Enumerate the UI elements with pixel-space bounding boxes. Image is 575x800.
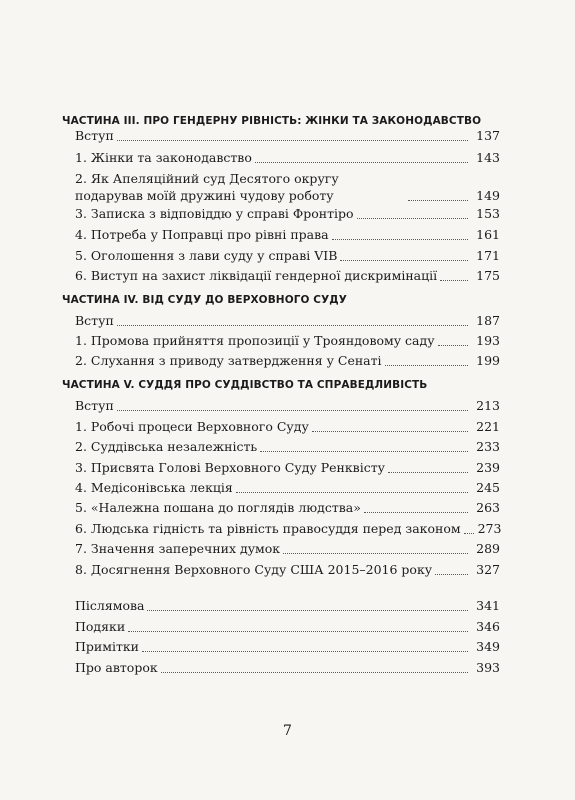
dot-leader — [117, 140, 468, 141]
dot-leader — [435, 574, 468, 575]
part-4-heading: ЧАСТИНА IV. ВІД СУДУ ДО ВЕРХОВНОГО СУДУ — [62, 294, 347, 306]
toc-entry-page: 346 — [476, 619, 500, 634]
toc-entry — [75, 500, 500, 516]
toc-entry-page: 161 — [476, 227, 500, 242]
toc-entry-title: Вступ — [75, 128, 114, 143]
toc-entry-page: 153 — [476, 206, 500, 221]
toc-entry-title: 1. Жінки та законодавство — [75, 150, 252, 165]
toc-entry — [75, 313, 500, 329]
dot-leader — [117, 325, 468, 326]
dot-leader — [388, 472, 468, 473]
toc-entry — [75, 460, 500, 476]
toc-entry — [75, 227, 500, 243]
toc-entry — [75, 268, 500, 284]
toc-entry-title: 7. Значення заперечних думок — [75, 541, 281, 556]
dot-leader — [255, 162, 468, 163]
toc-entry-page: 171 — [476, 248, 500, 263]
toc-entry-title: Вступ — [75, 313, 114, 328]
toc-entry-title: 5. «Належна пошана до поглядів людства» — [75, 500, 361, 515]
toc-entry-title: 8. Досягнення Верховного Суду США 2015–2016 року — [75, 562, 433, 577]
dot-leader — [161, 672, 468, 673]
toc-entry — [75, 248, 500, 264]
toc-entry-page: 149 — [476, 188, 500, 203]
toc-entry-page: 233 — [476, 439, 500, 454]
toc-entry-page: 175 — [476, 268, 500, 283]
toc-entry — [75, 398, 500, 414]
part-3-heading: ЧАСТИНА III. ПРО ГЕНДЕРНУ РІВНІСТЬ: ЖІНКИ ТА ЗАКОНОДАВСТВО — [62, 115, 482, 127]
dot-leader — [385, 365, 468, 366]
dot-leader — [364, 512, 468, 513]
toc-entry-title: Післямова — [75, 598, 145, 613]
toc-entry-title: 5. Оголошення з лави суду у справі VIB — [75, 248, 338, 263]
toc-entry-title: 1. Робочі процеси Верховного Суду — [75, 419, 309, 434]
dot-leader — [312, 431, 468, 432]
toc-entry — [75, 521, 500, 537]
dot-leader — [438, 345, 468, 346]
toc-entry-page: 341 — [476, 598, 500, 613]
toc-entry-page: 221 — [476, 419, 500, 434]
toc-entry-page: 289 — [476, 541, 500, 556]
toc-entry — [75, 206, 500, 222]
part-5-heading: ЧАСТИНА V. СУДДЯ ПРО СУДДІВСТВО ТА СПРАВЕДЛИВІСТЬ — [62, 379, 428, 391]
toc-entry-page: 393 — [476, 660, 500, 675]
toc-entry-page: 137 — [476, 128, 500, 143]
toc-entry-title: 1. Промова прийняття пропозиції у Трояндовому саду — [75, 333, 435, 348]
toc-entry — [75, 541, 500, 557]
toc-entry — [75, 439, 500, 455]
toc-entry-page: 263 — [476, 500, 500, 515]
dot-leader — [147, 610, 468, 611]
dot-leader — [440, 280, 468, 281]
toc-entry — [75, 639, 500, 655]
toc-entry-page: 273 — [477, 521, 502, 536]
toc-entry-page: 327 — [476, 562, 500, 577]
toc-entry-title: Вступ — [75, 398, 114, 413]
dot-leader — [340, 260, 468, 261]
toc-entry-title: 2. Суддівська незалежність — [75, 439, 258, 454]
dot-leader — [357, 218, 468, 219]
toc-entry-page: 245 — [476, 480, 500, 495]
toc-entry-page: 199 — [476, 353, 500, 368]
toc-entry-title: 4. Медісонівська лекція — [75, 480, 233, 495]
dot-leader — [283, 553, 468, 554]
toc-entry-title: 6. Виступ на захист ліквідації гендерної дискримінації — [75, 268, 438, 283]
toc-entry — [75, 333, 500, 349]
toc-entry-page: 349 — [476, 639, 500, 654]
toc-entry — [75, 562, 500, 578]
toc-entry-title: Про авторок — [75, 660, 158, 675]
toc-entry-title: 2. Слухання з приводу затвердження у Сенаті — [75, 353, 382, 368]
toc-entry-title: Подяки — [75, 619, 126, 634]
toc-entry — [75, 419, 500, 435]
dot-leader — [332, 239, 468, 240]
toc-entry — [75, 480, 500, 496]
dot-leader — [117, 410, 468, 411]
toc-entry-page: 143 — [476, 150, 500, 165]
toc-entry — [75, 150, 500, 166]
toc-entry — [75, 660, 500, 676]
toc-entry — [75, 353, 500, 369]
toc-entry — [75, 170, 500, 204]
dot-leader — [236, 492, 468, 493]
dot-leader — [142, 651, 468, 652]
toc-entry-title: Примітки — [75, 639, 140, 654]
dot-leader — [128, 631, 468, 632]
toc-entry-title: 4. Потреба у Поправці про рівні права — [75, 227, 329, 242]
toc-entry — [75, 128, 500, 144]
toc-entry-title: 3. Присвята Голові Верховного Суду Ренквісту — [75, 460, 385, 475]
toc-entry — [75, 619, 500, 635]
toc-entry-title: 2. Як Апеляційний суд Десятого округу подарував моїй дружині чудову роботу — [75, 171, 339, 203]
toc-entry-page: 193 — [476, 333, 500, 348]
dot-leader — [464, 533, 474, 534]
toc-entry — [75, 598, 500, 614]
dot-leader — [260, 451, 468, 452]
toc-entry-page: 187 — [476, 313, 500, 328]
page-number: 7 — [283, 723, 292, 739]
dot-leader — [408, 200, 468, 201]
toc-entry-title: 3. Записка з відповіддю у справі Фронтіро — [75, 206, 354, 221]
toc-entry-page: 213 — [476, 398, 500, 413]
toc-entry-page: 239 — [476, 460, 500, 475]
toc-entry-title: 6. Людська гідність та рівність правосуддя перед законом — [75, 521, 461, 536]
